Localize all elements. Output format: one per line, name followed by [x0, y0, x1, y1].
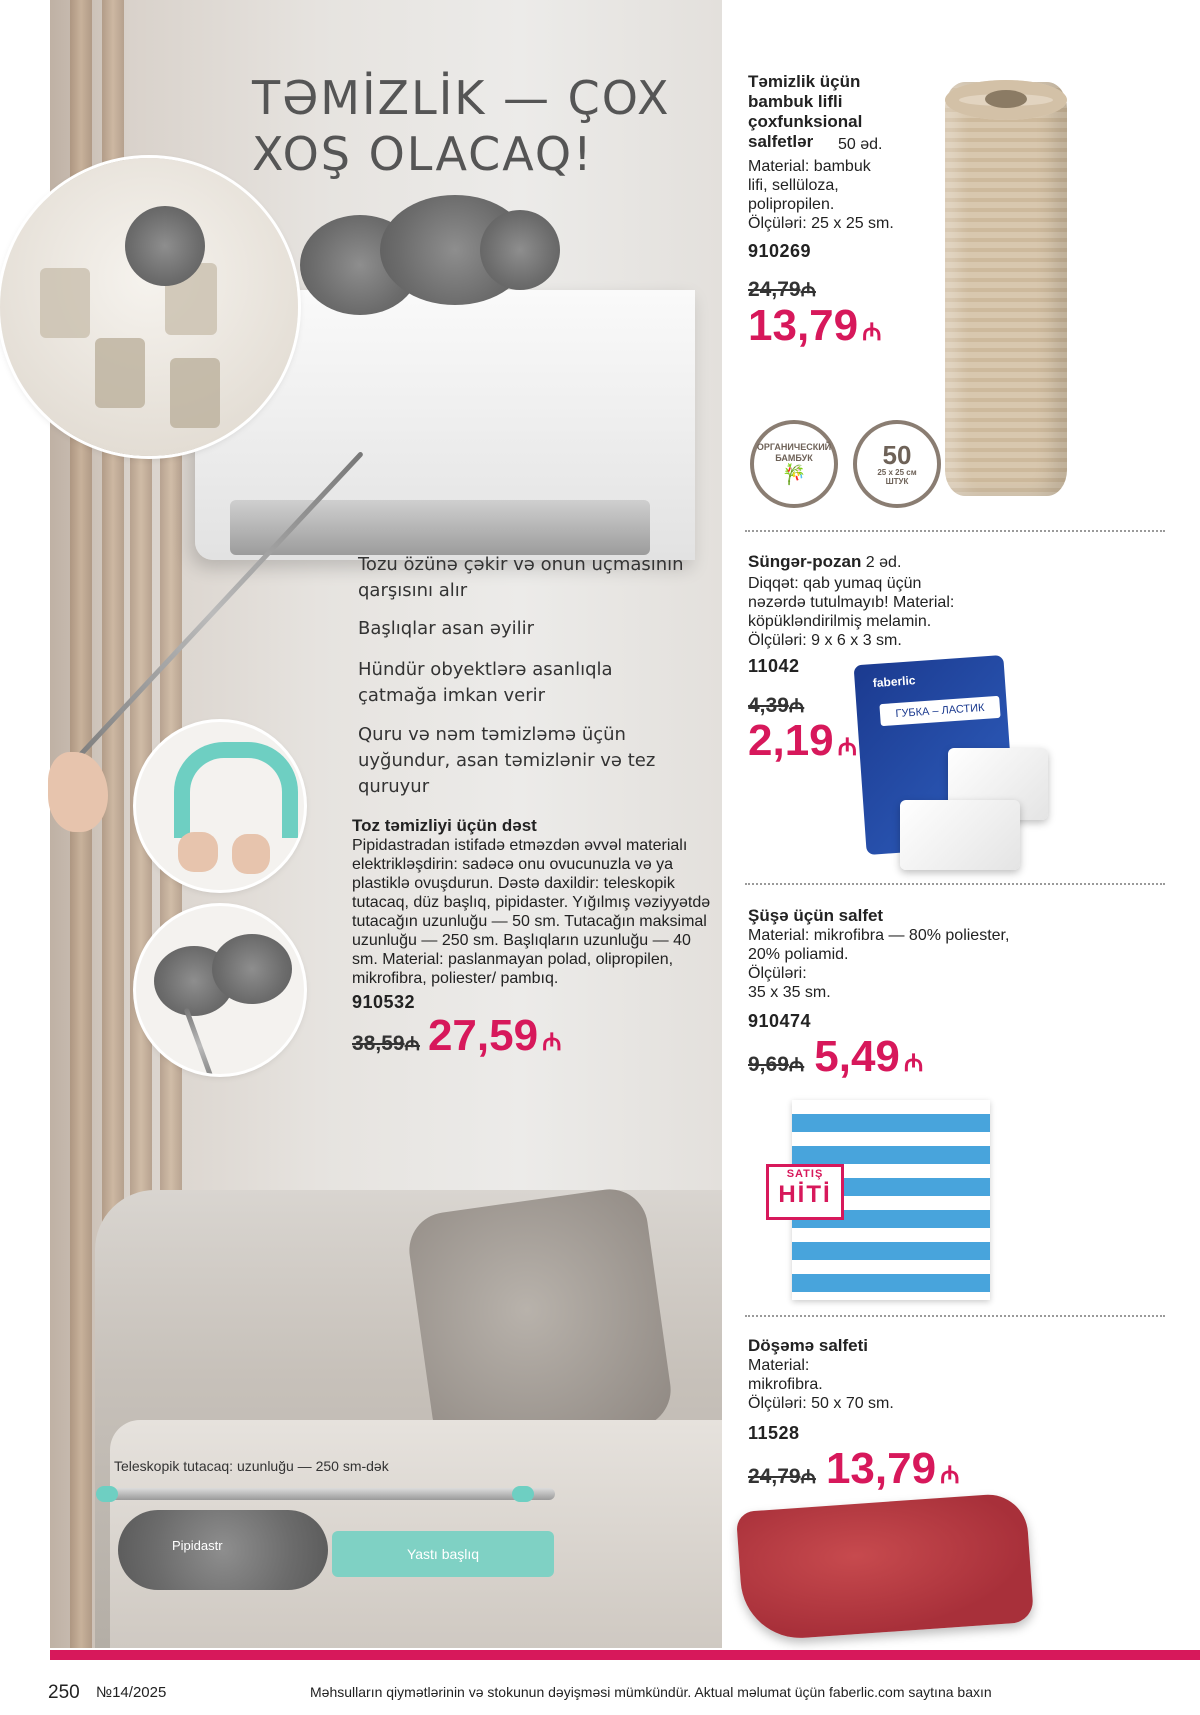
page-number: 250 — [48, 1682, 80, 1703]
page-title — [252, 70, 712, 182]
product-title: Toz təmizliyi üçün dəst — [352, 816, 537, 835]
telescopic-callout: Teleskopik tutacaq: uzunluğu — 250 sm-dək — [114, 1458, 389, 1474]
new-price: 2,19 ₼ — [748, 716, 858, 765]
price-row — [352, 1013, 712, 1066]
telescopic-handle-image — [100, 1488, 555, 1500]
duster-head-image-3 — [480, 210, 560, 290]
new-price: 27,59 ₼ — [427, 1011, 562, 1060]
product-description: Pipidastradan istifadə etməzdən əvvəl materialı elektrikləşdirin: sadəcə onu ovucunuzla və ya plastiklə ovuşdurun. Dəstə daxildir: teleskopik tutacaq, düz başlıq, pipidaster. Yığılmış vəziyyətdə tutacağın uzunluğu — 50 sm. Tutacağın maksimal uzunluğu — 250 sm. Başlıqların uzunluğu — 40 sm. Material: paslanmayan polad, olipropilen, mikrofibra, poliester/ pambıq. — [352, 837, 711, 987]
sponge-image — [900, 800, 1020, 870]
bamboo-wipes-product — [748, 72, 918, 152]
organic-bamboo-badge: ОРГАНИЧЕСКИЙ БАМБУК 🎋 — [750, 420, 838, 508]
product-code: 11042 — [748, 656, 800, 676]
product-description: Diqqət: qab yumaq üçün nəzərdə tutulmayıb! Material: köpükləndirilmiş melamin. Ölçüləri: 9 x 6 x 3 sm. — [748, 575, 955, 649]
sponge-package-image: faberlic — [854, 655, 1017, 855]
pillow-image — [404, 1184, 675, 1455]
product-description: Material: bambuk lifi, sellüloza, polipropilen. Ölçüləri: 25 x 25 sm. — [748, 158, 894, 232]
product-title: Şüşə üçün salfet — [748, 906, 884, 925]
product-code: 910532 — [352, 992, 416, 1012]
new-price: 5,49 ₼ — [814, 1032, 924, 1081]
feature-text: Quru və nəm təmizləmə üçün uyğundur, asan təmizlənir və tez quruyur — [358, 724, 656, 797]
price-row — [748, 1034, 923, 1087]
old-price: 4,39₼ — [748, 694, 805, 717]
divider — [745, 883, 1165, 885]
pipidastr-image — [118, 1510, 328, 1590]
new-price: 13,79 ₼ — [825, 1444, 960, 1493]
feature-text: Tozu özünə çəkir və onun uçmasının qarşısını alır — [358, 554, 684, 601]
product-code: 910474 — [748, 1011, 812, 1031]
sponge-package-label: ГУБКА – ЛАСТИК — [879, 696, 1000, 726]
bamboo-roll-hole — [985, 90, 1027, 108]
product-title: Süngər-pozan — [748, 552, 862, 571]
divider — [745, 1315, 1165, 1317]
divider — [745, 530, 1165, 532]
old-price: 24,79₼ — [748, 278, 816, 301]
price-row — [748, 1446, 960, 1499]
floor-cloth-image — [736, 1492, 1034, 1642]
new-price: 13,79 ₼ — [748, 301, 882, 350]
product-quantity: 2 əd. — [865, 554, 902, 571]
fifty-pieces-badge: 50 25 x 25 см ШТУК — [853, 420, 941, 508]
product-description: Material: mikrofibra. Ölçüləri: 50 x 70 sm. — [748, 1357, 894, 1412]
bamboo-roll-image — [945, 82, 1067, 496]
product-code: 910269 — [748, 241, 812, 261]
product-description: Material: mikrofibra — 80% poliester, 20% poliamid. Ölçüləri: 35 x 35 sm. — [748, 927, 1010, 1001]
pipidastr-callout: Pipidastr — [172, 1538, 223, 1553]
bamboo-icon: 🎋 — [781, 464, 807, 486]
page-title-line-1: TƏMİZLİK — ÇOX — [252, 71, 671, 125]
melamine-sponge-product — [748, 552, 1168, 572]
product-quantity: 50 əd. — [838, 136, 883, 153]
feature-text: Hündür obyektlərə asanlıqla çatmağa imkan verir — [358, 659, 613, 706]
bestseller-badge: SATIŞ HİTİ — [766, 1164, 844, 1220]
old-price: 24,79₼ — [748, 1465, 816, 1488]
duster-photo — [136, 906, 304, 1074]
feature-text: Başlıqlar asan əyilir — [358, 618, 535, 639]
issue-number: №14/2025 — [96, 1684, 167, 1701]
old-price: 38,59₼ — [352, 1032, 420, 1055]
product-title: Təmizlik üçün bambuk lifli çoxfunksional salfetlər — [748, 72, 863, 151]
footer-accent-line — [50, 1650, 1200, 1660]
product-title: Döşəmə salfeti — [748, 1336, 868, 1355]
flat-head-photo — [136, 722, 304, 890]
product-code: 11528 — [748, 1423, 800, 1443]
footer-disclaimer: Məhsulların qiymətlərinin və stokunun dəyişməsi mümkündür. Aktual məlumat üçün faberlic.com saytına baxın — [310, 1684, 992, 1700]
old-price: 9,69₼ — [748, 1053, 805, 1076]
chandelier-photo — [0, 158, 298, 456]
page-title-line-2: XOŞ OLACAQ! — [252, 127, 594, 181]
duster-set-product — [352, 816, 712, 1066]
flat-head-callout: Yastı başlıq — [332, 1531, 554, 1577]
